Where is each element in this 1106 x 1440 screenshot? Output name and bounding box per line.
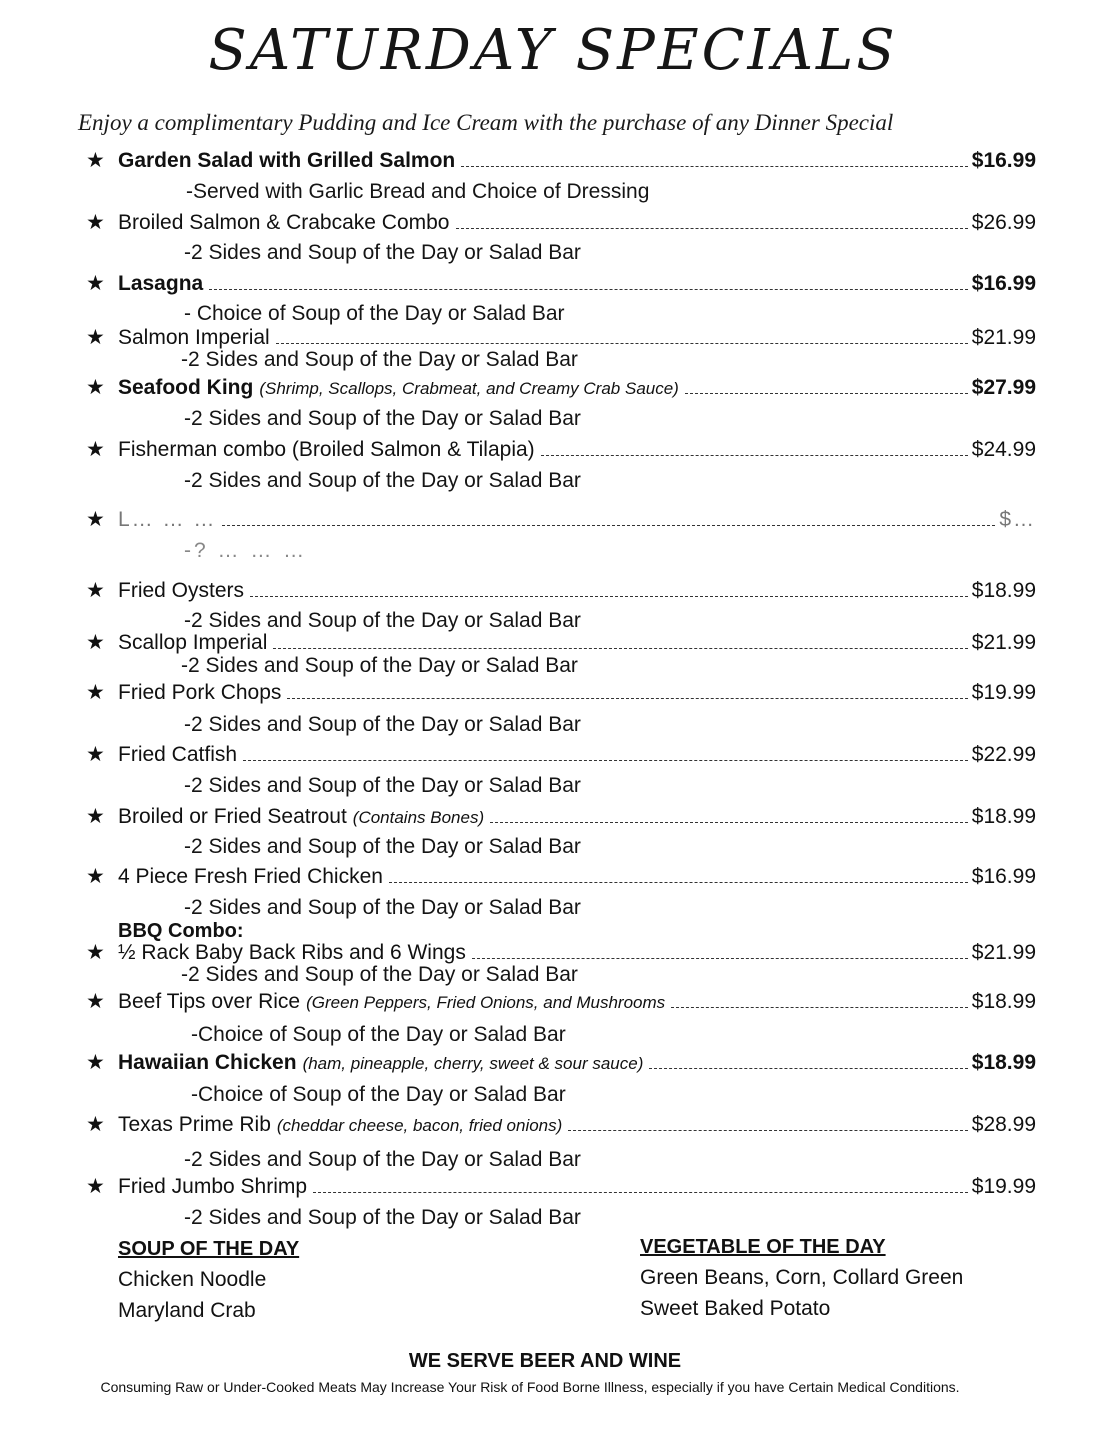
menu-item-price: $18.99 [971,579,1036,602]
dotted-leader [313,1192,968,1193]
menu-item [86,507,1036,533]
star-icon: ★ [86,743,105,766]
dotted-leader [649,1068,967,1069]
dotted-leader [541,455,968,456]
menu-item-name: Seafood King [118,376,254,399]
soup-item: Maryland Crab [118,1299,256,1322]
star-icon: ★ [86,326,105,349]
menu-item-price: $27.99 [971,376,1036,399]
menu-item-sides: -2 Sides and Soup of the Day or Salad Bar [184,469,581,492]
menu-item-price: $24.99 [971,438,1036,461]
menu-item [86,210,1036,236]
dotted-leader [685,393,968,394]
menu-item-name: 4 Piece Fresh Fried Chicken [118,865,383,888]
menu-item-price: $… [999,508,1036,531]
menu-item-price: $21.99 [971,941,1036,964]
menu-item-sides: -2 Sides and Soup of the Day or Salad Bar [184,713,581,736]
menu-item-sides: -2 Sides and Soup of the Day or Salad Bar [181,348,578,371]
star-icon: ★ [86,681,105,704]
beer-and-wine-notice: WE SERVE BEER AND WINE [408,1350,682,1372]
dotted-leader [209,289,968,290]
menu-item-name: Garden Salad with Grilled Salmon [118,149,456,172]
dotted-leader [287,698,967,699]
menu-item-name: Fisherman combo (Broiled Salmon & Tilapia) [118,438,535,461]
menu-item-sides: -2 Sides and Soup of the Day or Salad Bar [184,407,581,430]
dotted-leader [222,525,995,526]
menu-item [86,742,1036,768]
menu-item-price: $22.99 [971,743,1036,766]
menu-item [86,375,1036,402]
vegetable-of-the-day-heading: VEGETABLE OF THE DAY [640,1236,886,1258]
dotted-leader [276,343,968,344]
vegetable-item: Green Beans, Corn, Collard Green [640,1266,964,1289]
menu-item-price: $16.99 [971,865,1036,888]
menu-item-sides: - Choice of Soup of the Day or Salad Bar [184,302,565,325]
menu-item-note: (cheddar cheese, bacon, fried onions) [276,1116,563,1135]
menu-item-name: Scallop Imperial [118,631,268,654]
menu-item-name: Salmon Imperial [118,326,270,349]
menu-item-price: $28.99 [971,1113,1036,1136]
dotted-leader [389,882,968,883]
menu-item-price: $26.99 [971,211,1036,234]
food-safety-disclaimer: Consuming Raw or Under-Cooked Meats May Increase Your Risk of Food Borne Illness, especially if you have Certain Medical Conditions. [100,1379,960,1395]
menu-item-name: Lasagna [118,272,204,295]
menu-item-name: Fried Catfish [118,743,238,766]
bbq-combo-heading: BBQ Combo: [118,920,244,942]
menu-item-name: Broiled Salmon & Crabcake Combo [118,211,450,234]
menu-item-sides: -2 Sides and Soup of the Day or Salad Bar [184,835,581,858]
menu-title: SATURDAY SPECIALS [208,18,898,83]
star-icon: ★ [86,941,105,964]
menu-item [86,148,1036,174]
menu-subtitle: Enjoy a complimentary Pudding and Ice Cream with the purchase of any Dinner Special [78,110,894,135]
menu-item-sides: -? … … … [184,539,308,562]
menu-item [86,578,1036,604]
star-icon: ★ [86,272,105,295]
dotted-leader [243,760,968,761]
menu-item-name: Texas Prime Rib [118,1113,271,1136]
menu-item-sides: -Served with Garlic Bread and Choice of Dressing [186,180,650,203]
star-icon: ★ [86,1113,105,1136]
menu-item-sides: -2 Sides and Soup of the Day or Salad Bar [184,609,581,632]
star-icon: ★ [86,805,105,828]
menu-item-price: $19.99 [971,1175,1036,1198]
star-icon: ★ [86,990,105,1013]
menu-item [86,1174,1036,1200]
menu-item-sides: -2 Sides and Soup of the Day or Salad Bar [184,241,581,264]
menu-item-name: Fried Oysters [118,579,245,602]
star-icon: ★ [86,211,105,234]
menu-item-price: $18.99 [971,1051,1036,1074]
menu-item-sides: -2 Sides and Soup of the Day or Salad Bar [184,1148,581,1171]
menu-item-price: $18.99 [971,990,1036,1013]
menu-item-price: $19.99 [971,681,1036,704]
menu-item-price: $18.99 [971,805,1036,828]
menu-item-name: Broiled or Fried Seatrout [118,805,347,828]
dotted-leader [456,228,968,229]
star-icon: ★ [86,1051,105,1074]
star-icon: ★ [86,438,105,461]
menu-item [86,680,1036,706]
menu-item-price: $21.99 [971,631,1036,654]
star-icon: ★ [86,149,105,172]
menu-item-note: (ham, pineapple, cherry, sweet & sour sauce) [302,1054,644,1073]
star-icon: ★ [86,865,105,888]
menu-item-price: $21.99 [971,326,1036,349]
menu-item [86,437,1036,463]
menu-item-sides: -2 Sides and Soup of the Day or Salad Bar [184,896,581,919]
menu-item-note: (Green Peppers, Fried Onions, and Mushrooms [306,993,666,1012]
menu-item-sides: -2 Sides and Soup of the Day or Salad Bar [184,774,581,797]
menu-item-price: $16.99 [971,272,1036,295]
dotted-leader [472,958,968,959]
vegetable-item: Sweet Baked Potato [640,1297,831,1320]
menu-item-sides: -Choice of Soup of the Day or Salad Bar [191,1083,566,1106]
star-icon: ★ [86,1175,105,1198]
menu-item [86,804,1036,831]
menu-item-sides: -2 Sides and Soup of the Day or Salad Bar [184,1206,581,1229]
dotted-leader [568,1130,967,1131]
menu-item [86,271,1036,297]
star-icon: ★ [86,579,105,602]
menu-item-name: ½ Rack Baby Back Ribs and 6 Wings [118,941,466,964]
star-icon: ★ [86,508,105,531]
menu-item [86,1112,1036,1139]
menu-item-note: (Contains Bones) [352,808,485,827]
menu-item-name: Fried Jumbo Shrimp [118,1175,308,1198]
menu-item-name: Beef Tips over Rice [118,990,301,1013]
menu-item-sides: -2 Sides and Soup of the Day or Salad Bar [181,654,578,677]
menu-item-sides: -2 Sides and Soup of the Day or Salad Bar [181,963,578,986]
menu-item [86,864,1036,890]
dotted-leader [461,166,968,167]
dotted-leader [273,648,967,649]
dotted-leader [250,596,968,597]
dotted-leader [671,1007,968,1008]
menu-item-price: $16.99 [971,149,1036,172]
menu-item [86,989,1036,1016]
menu-item [86,1050,1036,1077]
menu-item-name: Fried Pork Chops [118,681,282,704]
menu-item-name: L… … … [118,508,217,531]
star-icon: ★ [86,631,105,654]
dotted-leader [490,822,968,823]
star-icon: ★ [86,376,105,399]
soup-item: Chicken Noodle [118,1268,267,1291]
soup-of-the-day-heading: SOUP OF THE DAY [118,1238,300,1260]
menu-item-note: (Shrimp, Scallops, Crabmeat, and Creamy Crab Sauce) [259,379,679,398]
menu-item-name: Hawaiian Chicken [118,1051,297,1074]
menu-item-sides: -Choice of Soup of the Day or Salad Bar [191,1023,566,1046]
